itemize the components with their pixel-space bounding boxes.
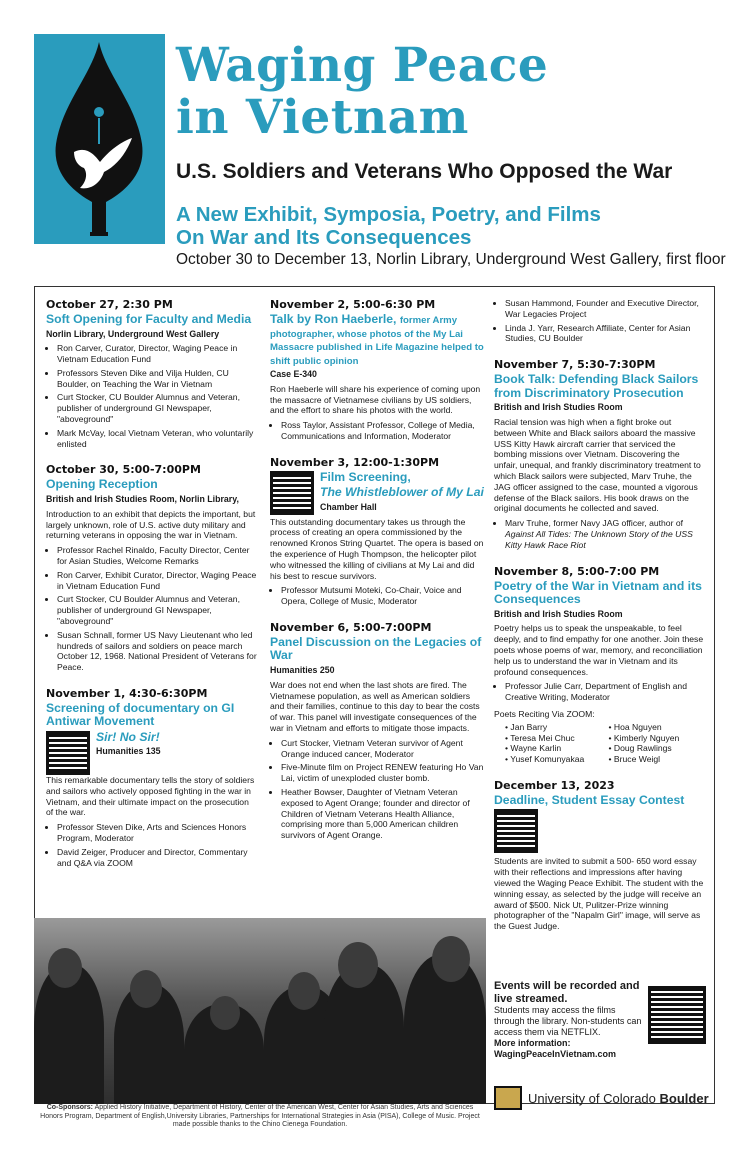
tagline-line-1: A New Exhibit, Symposia, Poetry, and Films xyxy=(176,203,601,226)
title-line-1: Waging Peace xyxy=(176,38,549,93)
list-item: • Kimberly Nguyen xyxy=(609,733,705,744)
website-link[interactable]: WagingPeaceInVietnam.com xyxy=(494,1049,617,1059)
event-date: October 30, 5:00-7:00PM xyxy=(46,463,201,477)
exhibit-tagline xyxy=(176,203,601,249)
event-oct30 xyxy=(46,463,258,672)
exhibit-dates: October 30 to December 13, Norlin Library, Underground West Gallery, first floor xyxy=(176,251,726,268)
speaker-list xyxy=(46,545,258,673)
subtitle: U.S. Soldiers and Veterans Who Opposed the War xyxy=(176,160,673,183)
co-sponsors-label: Co-Sponsors: xyxy=(46,1104,93,1111)
speaker-list xyxy=(46,822,258,868)
list-item: • Doug Rawlings xyxy=(609,743,705,754)
event-title: Panel Discussion on the Legacies of War xyxy=(270,634,482,663)
qr-code-icon[interactable] xyxy=(494,809,538,853)
list-item xyxy=(505,518,704,550)
list-item: • Ron Carver, Exhibit Curator, Director, Waging Peace in Vietnam Education Fund xyxy=(57,570,258,592)
list-item: • Ross Taylor, Assistant Professor, College of Media, Communications and Information, Moderator xyxy=(281,420,486,442)
book-title: Against All Tides: The Unknown Story of the USS Kitty Hawk Race Riot xyxy=(505,528,693,550)
event-venue: British and Irish Studies Room, Norlin Library, xyxy=(46,493,239,504)
streaming-info xyxy=(494,980,644,1060)
streaming-headline: Events will be recorded and live streamed. xyxy=(494,980,640,1005)
speaker-list xyxy=(270,585,486,607)
qr-code-icon[interactable] xyxy=(270,471,314,515)
pen-nib-dove-icon xyxy=(34,34,165,244)
speaker-list xyxy=(494,518,704,550)
poets-list xyxy=(494,722,704,765)
website-qr-code-icon[interactable] xyxy=(648,986,706,1044)
event-nov1 xyxy=(46,687,258,868)
event-venue: British and Irish Studies Room xyxy=(494,608,623,619)
cu-logo-icon xyxy=(494,1086,522,1110)
event-title: Soft Opening for Faculty and Media xyxy=(46,312,252,326)
co-sponsors-text: Applied History Initiative, Department of History, Center of the American West, Center for Asian Studies, Arts and Sciences Honors Program, Department of English,University Libraries, Partnerships for International Strategies in Asia (PISA), College of Music. Project made possible thanks to the Chino Cienega Foundation. xyxy=(40,1104,480,1129)
event-date: December 13, 2023 xyxy=(494,778,615,792)
list-item: • Susan Hammond, Founder and Executive Director, War Legacies Project xyxy=(505,298,704,320)
event-nov6 xyxy=(270,621,486,841)
page-title xyxy=(176,40,548,144)
column-2 xyxy=(270,298,486,847)
streaming-text: Students may access the films through the library. Non-students can access them via NETFLIX. xyxy=(494,1005,642,1037)
tagline-line-2: On War and Its Consequences xyxy=(176,226,472,249)
list-item: • Curt Stocker, CU Boulder Alumnus and Veteran, publisher of underground GI Newspaper, "aboveground" xyxy=(57,594,258,626)
more-info-label: More information: xyxy=(494,1038,571,1048)
list-item: • Curt Stocker, CU Boulder Alumnus and Veteran, publisher of underground GI Newspaper, "aboveground" xyxy=(57,392,258,424)
university-campus: Boulder xyxy=(659,1090,709,1106)
event-venue: British and Irish Studies Room xyxy=(494,402,623,413)
event-nov8 xyxy=(494,565,704,765)
column-1 xyxy=(46,298,258,874)
list-item: • Professor Steven Dike, Arts and Sciences Honors Program, Moderator xyxy=(57,822,258,844)
list-item: • Five-Minute film on Project RENEW featuring Ho Van Lai, victim of unexploded cluster bomb. xyxy=(281,762,486,784)
event-venue: Case E-340 xyxy=(270,369,317,379)
event-description: War does not end when the last shots are fired. The Vietnamese population, as well as American soldiers and their families, continue to this day to bear the costs of war. This panel will investigate consequences of the war in Vietnam and efforts to mitigate those impacts. xyxy=(270,679,480,733)
event-description: This remarkable documentary tells the story of soldiers and sailors who actively opposed fighting in the war in Vietnam, and their ultimate impact on the prosecution of the war. xyxy=(46,774,255,818)
list-item: • Bruce Weigl xyxy=(609,754,705,765)
list-item: • David Zeiger, Producer and Director, Commentary and Q&A via ZOOM xyxy=(57,847,258,869)
list-item: • Jan Barry xyxy=(505,722,601,733)
event-title-main: Talk by Ron Haeberle, xyxy=(270,312,397,326)
list-item: • Mark McVay, local Vietnam Veteran, who voluntarily enlisted xyxy=(57,428,258,450)
event-date: November 7, 5:30-7:30PM xyxy=(494,358,656,372)
event-description: Racial tension was high when a fight broke out between White and Black sailors aboard the massive USS Kitty Hawk aircraft carrier that serviced the bombing missions over Vietnam. Discovering the unfair, unequal, and frankly discriminatory treatment to which Black sailors were subjected, Marv Truhe, the JAG officer assigned to the case, mounted a vigorous defense of the Black sailors. His book draws on the original documents he collected and saved. xyxy=(494,416,701,514)
university-name xyxy=(528,1091,709,1106)
event-title xyxy=(270,313,486,367)
list-item: • Professors Steven Dike and Vilja Hulden, CU Boulder, on Teaching the War in Vietnam xyxy=(57,368,258,390)
university-logo xyxy=(494,1086,709,1110)
event-description: Ron Haeberle will share his experience of coming upon the massacre of Vietnamese civilians by US soldiers, and the effort to share his photos with the world. xyxy=(270,383,481,416)
poets-label: Poets Reciting Via ZOOM: xyxy=(494,708,595,719)
event-venue: Norlin Library, Underground West Gallery xyxy=(46,328,220,339)
event-title: Poetry of the War in Vietnam and its Consequences xyxy=(494,578,702,607)
list-item: • Yusef Komunyakaa xyxy=(505,754,601,765)
event-title-rest: former Army photographer, whose photos of the My Lai Massacre published in Life Magazine helped to shift public opinion xyxy=(270,315,484,367)
event-oct27 xyxy=(46,298,258,449)
event-title: Opening Reception xyxy=(46,477,158,492)
film-title: Sir! No Sir! xyxy=(96,729,160,744)
speaker-list-continued xyxy=(494,298,704,344)
soldiers-photo xyxy=(34,918,486,1104)
speaker-list xyxy=(270,420,486,442)
event-description: Introduction to an exhibit that depicts the important, but largely unknown, role of U.S. active duty military and returning veterans in opposing the war in Vietnam. xyxy=(46,508,256,541)
title-line-2: in Vietnam xyxy=(176,90,469,145)
list-item: • Professor Mutsumi Moteki, Co-Chair, Voice and Opera, College of Music, Moderator xyxy=(281,585,486,607)
event-dec13 xyxy=(494,779,704,932)
event-nov3 xyxy=(270,456,486,607)
speaker-list xyxy=(270,738,486,841)
event-date: November 3, 12:00-1:30PM xyxy=(270,455,440,469)
event-title: Screening of documentary on GI Antiwar Movement xyxy=(46,700,235,729)
speaker-list xyxy=(46,343,258,449)
university-name-text: University of Colorado xyxy=(528,1090,656,1106)
list-item: • Wayne Karlin xyxy=(505,743,601,754)
column-3 xyxy=(494,298,704,936)
list-item: • Susan Schnall, former US Navy Lieutenant who led hundreds of sailors and soldiers on peace march October 12, 1968. National President of Veterans for Peace. xyxy=(57,630,258,673)
list-item: • Linda J. Yarr, Research Affiliate, Center for Asian Studies, CU Boulder xyxy=(505,323,704,345)
event-title: Deadline, Student Essay Contest xyxy=(494,792,685,807)
event-nov7 xyxy=(494,358,704,550)
event-title: Film Screening, xyxy=(320,469,411,484)
list-item: • Heather Bowser, Daughter of Vietnam Veteran exposed to Agent Orange; founder and director of Children of Vietnam Veterans Health Alliance, comprising more than 5,000 American children survivors of Agent Orange. xyxy=(281,787,486,841)
film-title: The Whistleblower of My Lai xyxy=(320,485,484,500)
list-item-text: Marv Truhe, former Navy JAG officer, author of xyxy=(505,518,683,529)
event-title: Book Talk: Defending Black Sailors from Discriminatory Prosecution xyxy=(494,372,699,400)
speaker-list xyxy=(494,681,704,703)
list-item: • Professor Rachel Rinaldo, Faculty Director, Center for Asian Studies, Welcome Remarks xyxy=(57,545,258,567)
event-description: This outstanding documentary takes us through the process of creating an opera commissioned by the renowned Kronos String Quartet. The opera is based on the experience of Hugh Thompson, the helicopter pilot who witnessed the killing of civilians at My Lai and did his best to rescue survivors. xyxy=(270,516,484,581)
co-sponsors xyxy=(40,1104,480,1130)
event-date: November 2, 5:00-6:30 PM xyxy=(270,298,436,311)
event-date: November 8, 5:00-7:00 PM xyxy=(494,564,660,578)
event-description: Poetry helps us to speak the unspeakable, to feel deeply, and to find empathy for one another. Join these poets whose poems of war, memory, and reconciliation help us to understand the war in Vietnam and its profound consequences. xyxy=(494,623,704,677)
event-venue: Humanities 135 xyxy=(96,746,161,757)
list-item: • Hoa Nguyen xyxy=(609,722,705,733)
event-description: Students are invited to submit a 500- 650 word essay with their reflections and impressions after having viewed the Waging Peace Exhibit. The student with the winning essay, as selected by the judge will receive an award of $500. Nick Ut, Pulitzer-Prize winning photographer of the "Napalm Girl" image, will serve as the Guest Judge. xyxy=(494,856,704,932)
event-venue: Chamber Hall xyxy=(320,501,377,512)
list-item: • Teresa Mei Chuc xyxy=(505,733,601,744)
list-item: • Curt Stocker, Vietnam Veteran survivor of Agent Orange induced cancer, Moderator xyxy=(281,738,486,760)
event-venue: Humanities 250 xyxy=(270,664,335,675)
event-date: November 1, 4:30-6:30PM xyxy=(46,686,208,700)
list-item: • Professor Julie Carr, Department of English and Creative Writing, Moderator xyxy=(505,681,704,703)
qr-code-icon[interactable] xyxy=(46,731,90,775)
exhibit-logo xyxy=(34,34,165,244)
event-nov2 xyxy=(270,298,486,442)
event-date: October 27, 2:30 PM xyxy=(46,298,173,311)
event-date: November 6, 5:00-7:00PM xyxy=(270,620,432,634)
list-item: • Ron Carver, Curator, Director, Waging Peace in Vietnam Education Fund xyxy=(57,343,258,365)
